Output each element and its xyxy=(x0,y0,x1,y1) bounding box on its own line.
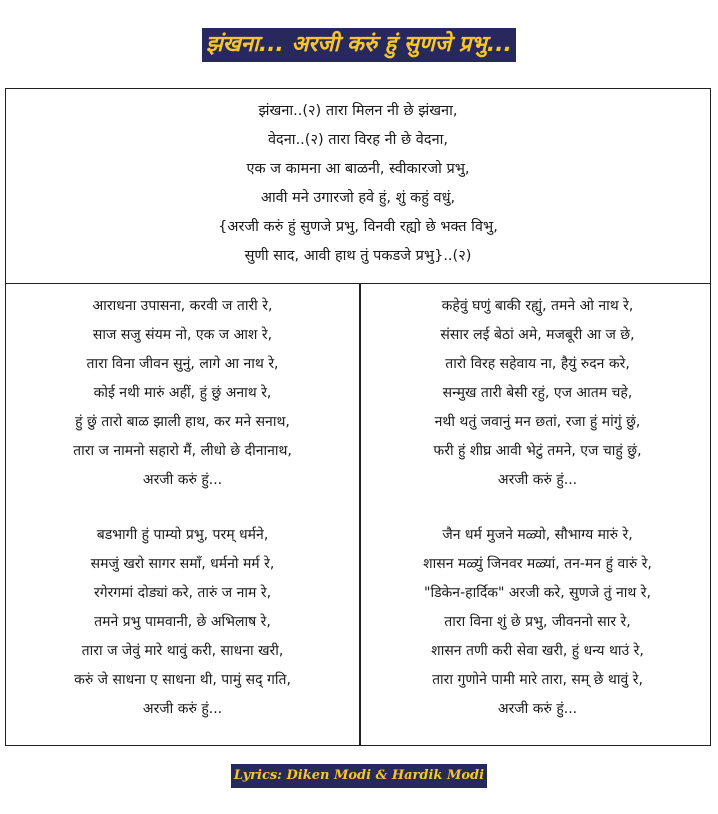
verse-line: तमने प्रभु पामवानी, छे अभिलाष रे, xyxy=(94,614,271,630)
verse-line: शासन तणी करी सेवा खरी, हुं धन्य थाउं रे, xyxy=(431,643,644,659)
verse-line: तारा ज नामनो सहारो मैं, लीधो छे दीनानाथ, xyxy=(73,443,292,459)
stanza xyxy=(6,292,359,495)
chorus-line: सुणी साद, आवी हाथ तुं पकडजे प्रभु}..(२) xyxy=(244,248,472,264)
chorus-line: आवी मने उगारजो हवे हुं, शुं कहुं वधुं, xyxy=(260,190,456,206)
verse-line: आराधना उपासना, करवी ज तारी रे, xyxy=(92,298,273,314)
left-column xyxy=(6,292,359,724)
chorus-line: झंखना..(२) तारा मिलन नी छे झंखना, xyxy=(258,103,458,119)
verse-line: फरी हुं शीघ्र आवी भेटुं तमने, एज चाहुं छुं, xyxy=(433,443,642,459)
right-column xyxy=(361,292,714,724)
verse-line: साज सजु संयम नो, एक ज आश रे, xyxy=(92,327,273,343)
chorus-box xyxy=(5,88,711,284)
chorus-line: वेदना..(२) तारा विरह नी छे वेदना, xyxy=(268,132,448,148)
verse-line: संसार लई बेठां अमे, मजबूरी आ ज छे, xyxy=(440,327,635,343)
lyrics-credit: Lyrics: Diken Modi & Hardik Modi xyxy=(231,764,487,788)
refrain-line: अरजी करुं हुं... xyxy=(497,472,578,488)
chorus-line: {अरजी करुं हुं सुणजे प्रभु, विनवी रह्यो छे भक्त विभु, xyxy=(218,219,498,235)
verse-line: नथी थतुं जवानुं मन छतां, रजा हुं मांगुं छुं, xyxy=(434,414,641,430)
verse-line: कोई नथी मारुं अहीं, हुं छुं अनाथ रे, xyxy=(93,385,272,401)
title-banner xyxy=(0,28,718,62)
stanza xyxy=(361,521,714,724)
verse-line: सन्मुख तारी बेसी रहुं, एज आतम चहे, xyxy=(442,385,633,401)
verse-line: रगेरगमां दोड्यां करे, तारुं ज नाम रे, xyxy=(93,585,272,601)
verse-line: जैन धर्म मुजने मळ्यो, सौभाग्य मारुं रे, xyxy=(442,527,633,543)
verses-box xyxy=(5,283,711,746)
refrain-line: अरजी करुं हुं... xyxy=(497,701,578,717)
chorus-line: एक ज कामना आ बाळनी, स्वीकारजो प्रभु, xyxy=(246,161,470,177)
verse-line: बडभागी हुं पाम्यो प्रभु, परम् धर्मने, xyxy=(96,527,269,543)
stanza xyxy=(361,292,714,495)
song-title: झंखना... अरजी करुं हुं सुणजे प्रभु... xyxy=(202,28,516,62)
verse-line: तारा विना जीवन सुनुं, लागे आ नाथ रे, xyxy=(86,356,279,372)
chorus-lines xyxy=(6,97,710,271)
refrain-line: अरजी करुं हुं... xyxy=(142,701,223,717)
refrain-line: अरजी करुं हुं... xyxy=(142,472,223,488)
verse-line: "डिकेन-हार्दिक" अरजी करे, सुणजे तुं नाथ रे, xyxy=(424,585,651,601)
verse-line: तारो विरह सहेवाय ना, हैयुं रुदन करे, xyxy=(445,356,630,372)
verse-line: तारा ज जेवुं मारे थावुं करी, साधना खरी, xyxy=(81,643,284,659)
verse-line: तारा विना शुं छे प्रभु, जीवननो सार रे, xyxy=(444,614,631,630)
verse-line: समजुं खरो सागर समाँ, धर्मनो मर्म रे, xyxy=(90,556,275,572)
verse-line: हुं छुं तारो बाळ झाली हाथ, कर मने सनाथ, xyxy=(75,414,290,430)
verse-line: शासन मळ्युं जिनवर मळ्यां, तन-मन हुं वारुं रे, xyxy=(423,556,652,572)
credit-banner xyxy=(0,764,718,788)
stanza xyxy=(6,521,359,724)
verse-line: करुं जे साधना ए साधना थी, पामुं सद् गति, xyxy=(74,672,291,688)
verse-line: कहेवुं घणुं बाकी रह्युं, तमने ओ नाथ रे, xyxy=(441,298,634,314)
verse-line: तारा गुणोने पामी मारे तारा, सम् छे थावुं रे, xyxy=(432,672,643,688)
